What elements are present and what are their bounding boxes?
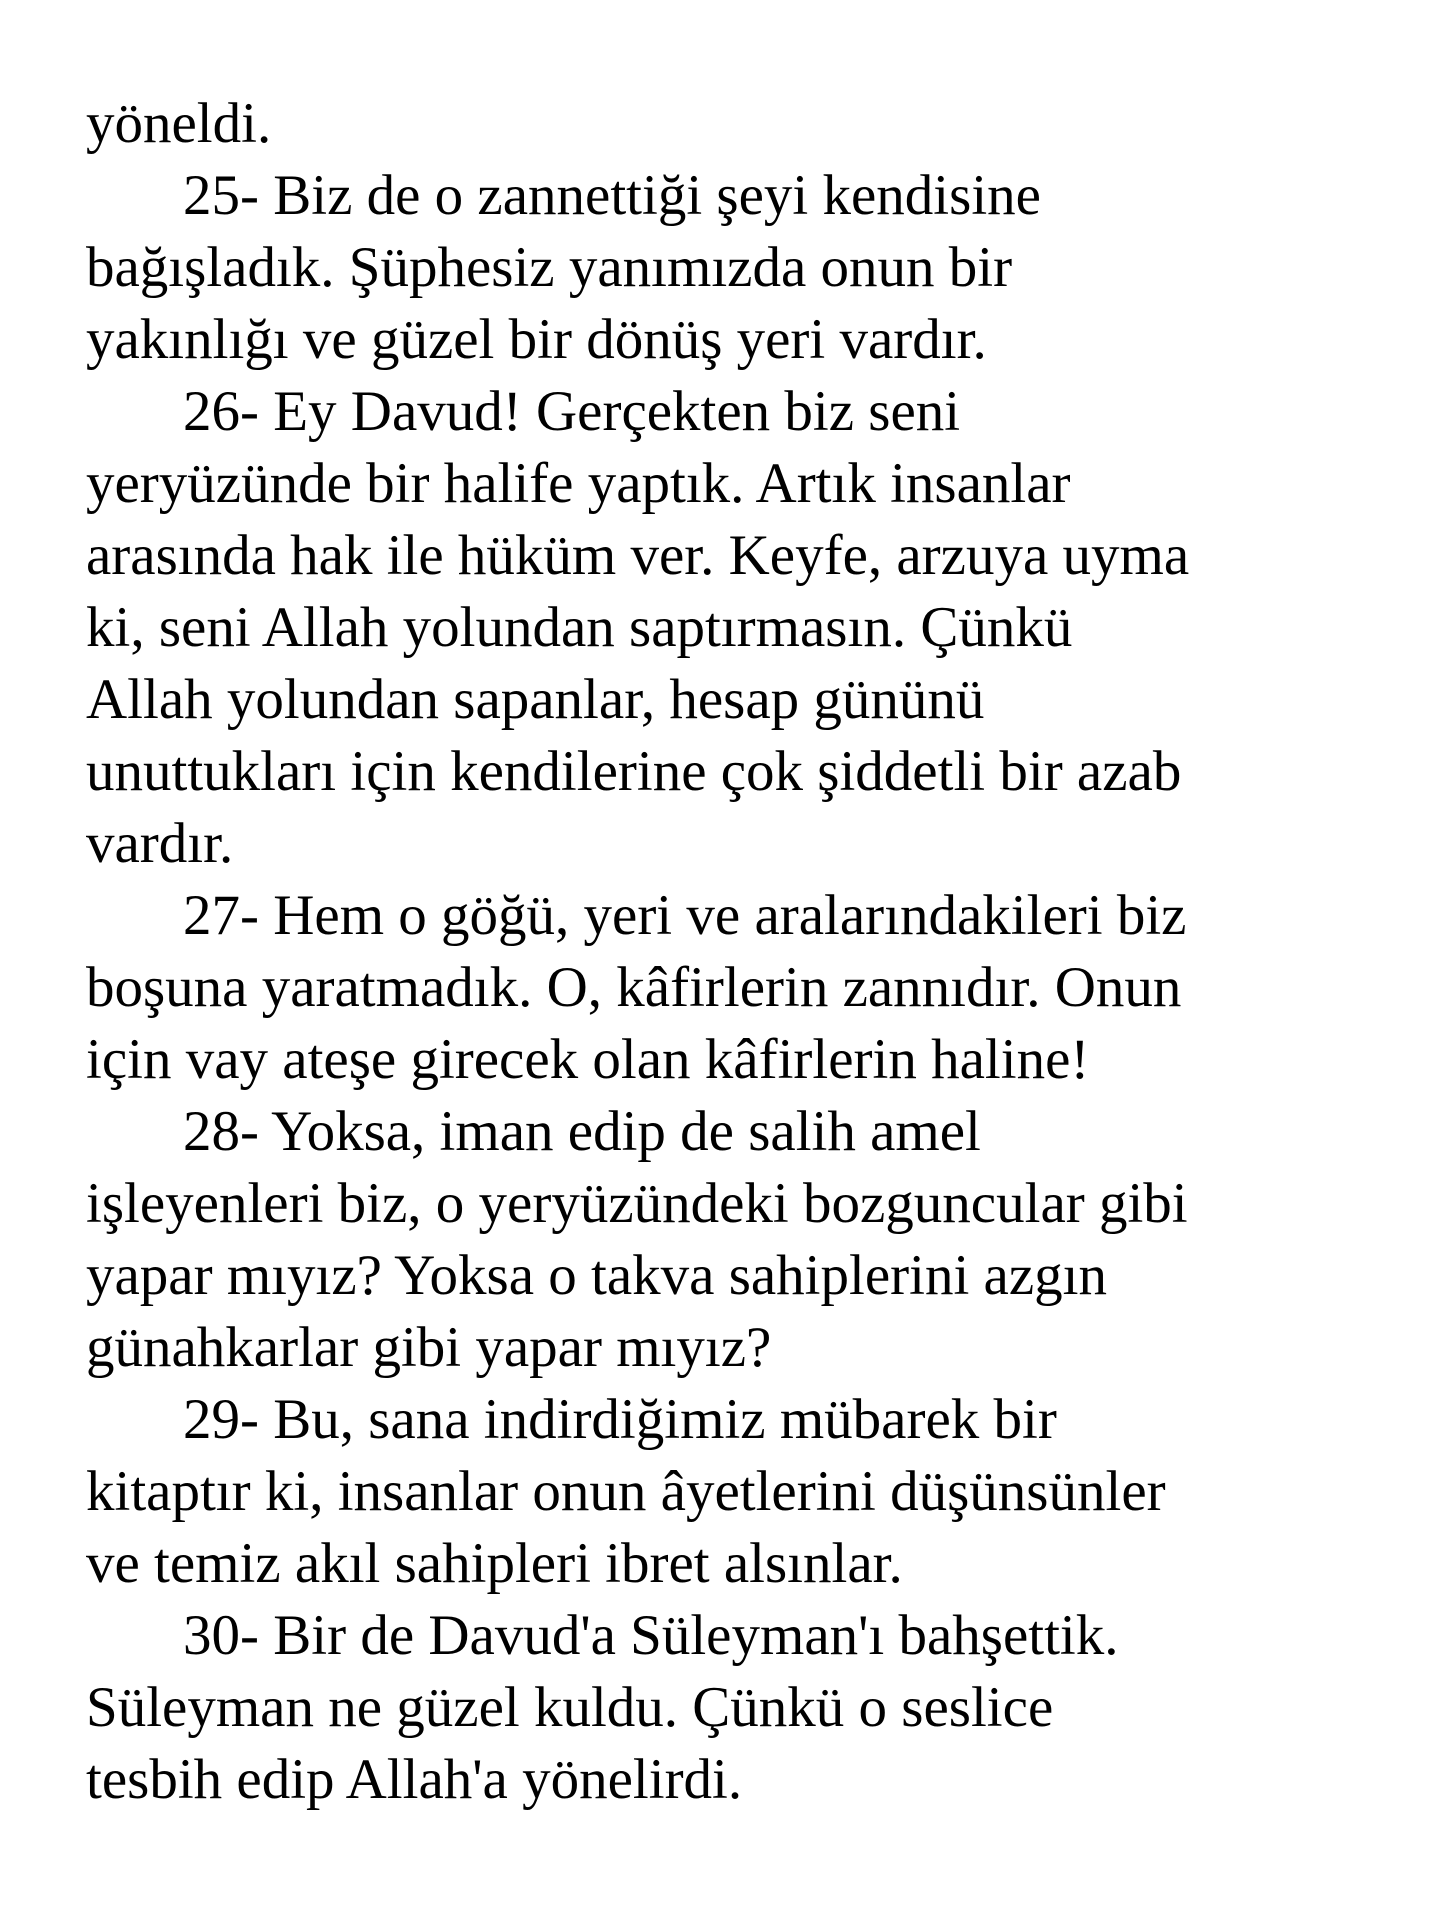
document-page [86, 88, 1406, 1816]
verse-27-start: 27- Hem o göğü, yeri ve aralarındakileri biz [183, 884, 1187, 947]
text-line: Allah yolundan sapanlar, hesap gününü [86, 668, 985, 731]
text-line: boşuna yaratmadık. O, kâfirlerin zannıdır. Onun [86, 956, 1182, 1019]
verse-29-start: 29- Bu, sana indirdiğimiz mübarek bir [183, 1388, 1057, 1451]
text-line: ve temiz akıl sahipleri ibret alsınlar. [86, 1532, 903, 1595]
verse-26-start: 26- Ey Davud! Gerçekten biz seni [183, 380, 961, 443]
text-line: ki, seni Allah yolundan saptırmasın. Çünkü [86, 596, 1073, 659]
text-line: bağışladık. Şüphesiz yanımızda onun bir [86, 236, 1013, 299]
text-line: günahkarlar gibi yapar mıyız? [86, 1316, 772, 1379]
text-line: için vay ateşe girecek olan kâfirlerin haline! [86, 1028, 1090, 1091]
text-line: yapar mıyız? Yoksa o takva sahiplerini azgın [86, 1244, 1107, 1307]
text-line: unuttukları için kendilerine çok şiddetli bir azab [86, 740, 1182, 803]
text-line: kitaptır ki, insanlar onun âyetlerini düşünsünler [86, 1460, 1166, 1523]
verse-25-start: 25- Biz de o zannettiği şeyi kendisine [183, 164, 1041, 227]
text-line: yeryüzünde bir halife yaptık. Artık insanlar [86, 452, 1071, 515]
text-line: tesbih edip Allah'a yönelirdi. [86, 1748, 743, 1811]
verse-30-start: 30- Bir de Davud'a Süleyman'ı bahşettik. [183, 1604, 1119, 1667]
text-line: işleyenleri biz, o yeryüzündeki bozguncular gibi [86, 1172, 1188, 1235]
verse-28-start: 28- Yoksa, iman edip de salih amel [183, 1100, 981, 1163]
text-line: arasında hak ile hüküm ver. Keyfe, arzuya uyma [86, 524, 1190, 587]
text-line: vardır. [86, 812, 234, 875]
text-line: yöneldi. [86, 92, 272, 155]
text-line: yakınlığı ve güzel bir dönüş yeri vardır. [86, 308, 987, 371]
text-line: Süleyman ne güzel kuldu. Çünkü o seslice [86, 1676, 1054, 1739]
